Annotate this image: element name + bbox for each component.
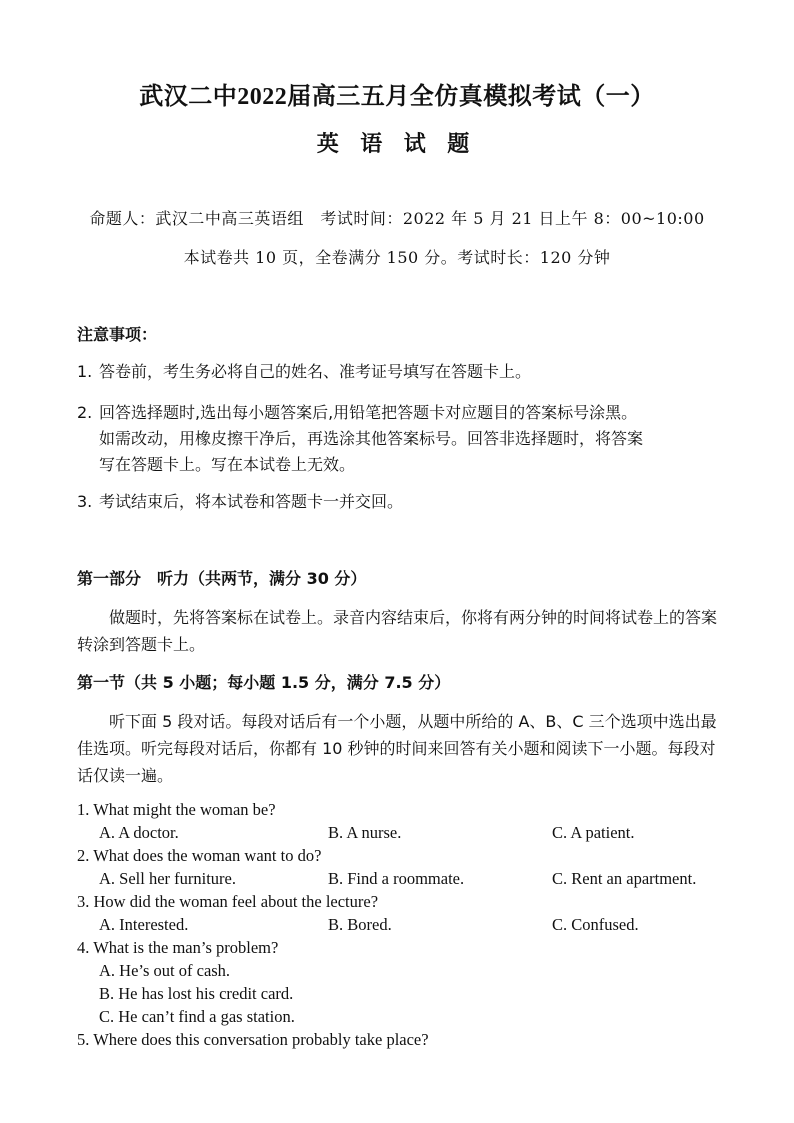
part1-intro: 做题时，先将答案标在试卷上。录音内容结束后，你将有两分钟的时间将试卷上的答案转涂到答题卡上。	[77, 608, 718, 654]
part1-heading: 第一部分 听力（共两节，满分 30 分）	[77, 569, 367, 588]
question-1: 1. What might the woman be?	[77, 800, 276, 819]
exam-title: 武汉二中2022届高三五月全仿真模拟考试（一）	[139, 84, 655, 110]
exam-meta-line2: 本试卷共 10 页，全卷满分 150 分。考试时长：120 分钟	[183, 248, 611, 267]
notice-item-number: 3.	[77, 492, 93, 511]
notice-item-2	[77, 400, 727, 478]
exam-meta-line1: 命题人：武汉二中高三英语组 考试时间：2022 年 5 月 21 日上午 8：00~10:00	[89, 209, 705, 228]
question-2-option-a: A. Sell her furniture.	[99, 869, 237, 888]
exam-subject: 英 语 试 题	[316, 131, 478, 156]
question-1-option-a: A. A doctor.	[99, 823, 179, 842]
notice-heading: 注意事项：	[77, 325, 158, 344]
question-3-option-c: C. Confused.	[552, 915, 639, 934]
notice-item-1	[77, 359, 727, 385]
question-3-option-a: A. Interested.	[99, 915, 189, 934]
question-4-option-c: C. He can’t find a gas station.	[99, 1007, 295, 1026]
question-3-option-b: B. Bored.	[328, 915, 392, 934]
section1-heading: 第一节（共 5 小题；每小题 1.5 分，满分 7.5 分）	[77, 673, 451, 692]
section1-intro: 听下面 5 段对话。每段对话后有一个小题，从题中所给的 A、B、C 三个选项中选出最佳选项。听完每段对话后，你都有 10 秒钟的时间来回答有关小题和阅读下一小题。每段对话仅读一遍。	[77, 712, 717, 785]
question-1-option-b: B. A nurse.	[328, 823, 402, 842]
question-4: 4. What is the man’s problem?	[77, 938, 279, 957]
notice-item-3	[77, 489, 727, 515]
notice-item-number: 2.	[77, 403, 93, 422]
question-2: 2. What does the woman want to do?	[77, 846, 322, 865]
notice-item-number: 1.	[77, 362, 93, 381]
notice-item-text-cont: 如需改动，用橡皮擦干净后，再选涂其他答案标号。回答非选择题时，将答案	[99, 429, 644, 448]
question-4-option-a: A. He’s out of cash.	[99, 961, 231, 980]
question-3: 3. How did the woman feel about the lecture?	[77, 892, 379, 911]
notice-item-text: 答卷前，考生务必将自己的姓名、准考证号填写在答题卡上。	[99, 362, 532, 381]
question-2-option-b: B. Find a roommate.	[328, 869, 465, 888]
question-5: 5. Where does this conversation probably take place?	[77, 1030, 429, 1049]
notice-item-text: 考试结束后，将本试卷和答题卡一并交回。	[99, 492, 404, 511]
question-4-option-b: B. He has lost his credit card.	[99, 984, 294, 1003]
question-1-option-c: C. A patient.	[552, 823, 635, 842]
notice-item-text: 回答选择题时,选出每小题答案后,用铅笔把答题卡对应题目的答案标号涂黑。	[99, 403, 638, 422]
notice-item-text-cont: 写在答题卡上。写在本试卷上无效。	[99, 455, 356, 474]
question-2-option-c: C. Rent an apartment.	[552, 869, 697, 888]
